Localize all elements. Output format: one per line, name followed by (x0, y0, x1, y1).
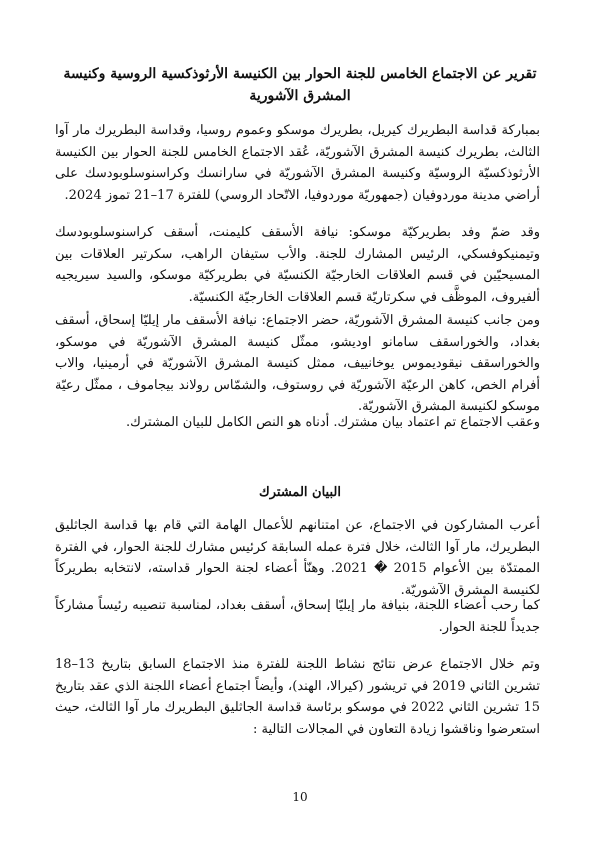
statement-paragraph-gratitude: أعرب المشاركون في الاجتماع، عن امتنانهم للأعمال الهامة التي قام بها قداسة الجاثليق البطريرك، مار آوا الثالث، خلال فترة عمله السابقة كرئيس مشارك للجنة الحوار، في الفترة الممتدّة بين الأعوام 2015 � 2021. وهنّأ أعضاء لجنة الحوار قداسته، لانتخابه بطريركاً لكنيسة المشرق الآشوريّة. (55, 518, 541, 598)
statement-paragraph-results: وتم خلال الاجتماع عرض نتائج نشاط اللجنة للفترة منذ الاجتماع السابق بتاريخ 13–18 تشرين الثاني 2019 في تريشور (كيرالا، الهند)، وأيضاً اجتماع أعضاء اللجنة الذي عقد بتاريخ 15 تشرين الثاني 2022 في موسكو برئاسة قداسة الجاثليق البطريرك مار آوا الثالث، حيث استعرضوا وناقشوا زيادة التعاون في المجالات التالية : (55, 657, 540, 737)
paragraph-intro: بمباركة قداسة البطريرك كيريل، بطريرك موسكو وعموم روسيا، وقداسة البطريرك مار آوا الثالث، بطريرك كنيسة المشرق الآشوريّة، عُقد الاجتماع الخامس للجنة الحوار بين الكنيسة الأرثوذكسيّة الروسيّة وكنيسة المشرق الآشوريّة في سارانسك وكراسنوسلوبودسك على أراضي مدينة موردوفيان (جمهوريّة موردوفيا، الاتّحاد الروسي) للفترة 17–21 تموز 2024. (55, 123, 540, 203)
page-number: 10 (292, 790, 308, 804)
statement-paragraph-welcome: كما رحب أعضاء اللجنة، بنيافة مار إيليّا إسحاق، أسقف بغداد، لمناسبة تنصيبه رئيساً مشاركاً جديداً للجنة الحوار. (55, 598, 540, 635)
document-title: تقرير عن الاجتماع الخامس للجنة الحوار بين الكنيسة الأرثوذكسية الروسية وكنيسة المشرق الآشورية (63, 66, 537, 104)
joint-statement-heading: البيان المشترك (259, 485, 341, 500)
paragraph-assyrian-delegation: ومن جانب كنيسة المشرق الآشوريّة، حضر الاجتماع: نيافة الأسقف مار إيليّا إسحاق، أسقف بغداد، والخوراسقف سامانو اوديشو، ممثّل كنيسة المشرق الآشوريّة في موسكو، والخوراسقف نيقوديموس يوخانييف، ممثل كنيسة المشرق الآشوريّة في أرمينيا، والاب أفرام الخص، كاهن الرعيّة الآشوريّة في روستوف، والشمّاس رولاند بيجاموف ، ممثّل رعيّة موسكو لكنيسة المشرق الآشوريّة. (55, 313, 540, 414)
paragraph-moscow-delegation: وقد ضمّ وفد بطريركيّة موسكو: نيافة الأسقف كليمنت، أسقف كراسنوسلوبودسك وتيمنيكوفسكي، الرئيس المشارك للجنة. والأب ستيفان الراهب، سكرتير العلاقات بين المسيحيّين في قسم العلاقات الخارجيّة الكنسيّة في بطريركيّة موسكو، والسيد سيريجيه ألفيروف، الموظَّف في سكرتاريّة قسم العلاقات الخارجيّة الكنسيّة. (55, 225, 540, 305)
paragraph-joint-statement-note: وعقب الاجتماع تم اعتماد بيان مشترك. أدناه هو النص الكامل للبيان المشترك. (126, 415, 540, 430)
